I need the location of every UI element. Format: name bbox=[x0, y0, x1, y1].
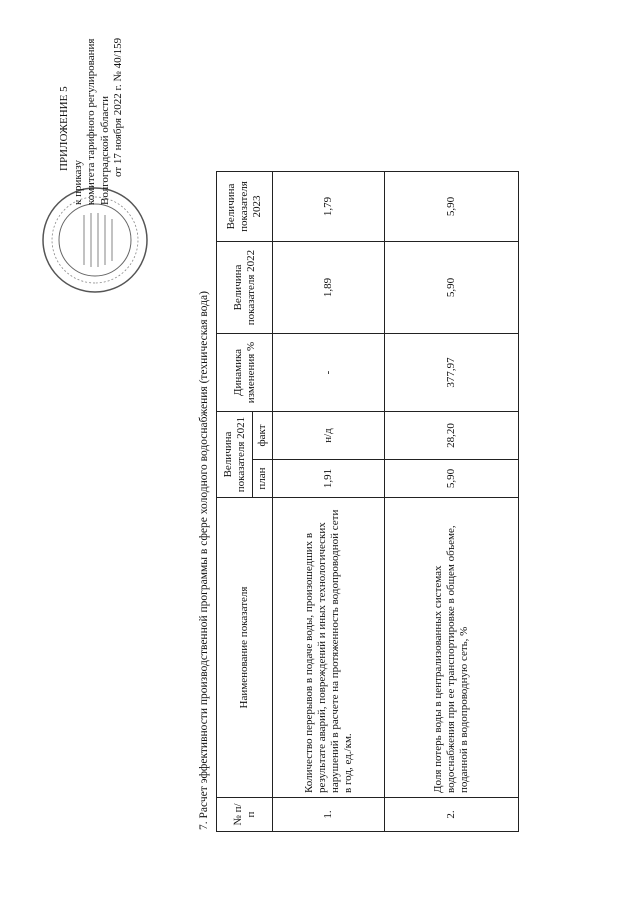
cell-name: Доля потерь воды в централизованных системах водоснабжения при ее транспортировке в общем объеме, поданной в водопроводную сеть, % bbox=[385, 498, 519, 798]
section-title: 7. Расчет эффективности производственной программы в сфере холодного водоснабжения (техническая вода) bbox=[198, 291, 210, 830]
cell-plan: 5,90 bbox=[385, 460, 519, 498]
document-header bbox=[58, 5, 126, 205]
cell-num: 1. bbox=[273, 798, 385, 832]
cell-val2022: 1,89 bbox=[273, 242, 385, 334]
cell-val2022: 5,90 bbox=[385, 242, 519, 334]
order-line: к приказу bbox=[71, 159, 84, 205]
cell-dynamics: 377,97 bbox=[385, 334, 519, 412]
cell-dynamics: - bbox=[273, 334, 385, 412]
header-name: Наименование показателя bbox=[217, 498, 273, 798]
header-val2023: Величина показателя 2023 bbox=[217, 172, 273, 242]
cell-plan: 1,91 bbox=[273, 460, 385, 498]
cell-val2023: 5,90 bbox=[385, 172, 519, 242]
header-val2021: Величина показателя 2021 bbox=[217, 412, 253, 498]
cell-num: 2. bbox=[385, 798, 519, 832]
cell-fact: 28,20 bbox=[385, 412, 519, 460]
table-row bbox=[273, 172, 385, 832]
cell-val2023: 1,79 bbox=[273, 172, 385, 242]
region-line: Волгоградской области bbox=[98, 96, 111, 205]
header-plan: план bbox=[253, 460, 273, 498]
header-num: № п/п bbox=[217, 798, 273, 832]
appendix-label: ПРИЛОЖЕНИЕ 5 bbox=[58, 86, 70, 171]
committee-line: комитета тарифного регулирования bbox=[85, 38, 97, 205]
efficiency-table bbox=[216, 171, 519, 832]
cell-fact: н/д bbox=[273, 412, 385, 460]
cell-name: Количество перерывов в подаче воды, произошедших в результате аварий, повреждений и иных технологических нарушений в расчете на протяженность водопроводной сети в год, ед./км. bbox=[273, 498, 385, 798]
date-number-line: от 17 ноября 2022 г. № 40/159 bbox=[112, 37, 124, 177]
table-row bbox=[385, 172, 519, 832]
header-fact: факт bbox=[253, 412, 273, 460]
header-dynamics: Динамика изменения % bbox=[217, 334, 273, 412]
header-val2022: Величина показателя 2022 bbox=[217, 242, 273, 334]
